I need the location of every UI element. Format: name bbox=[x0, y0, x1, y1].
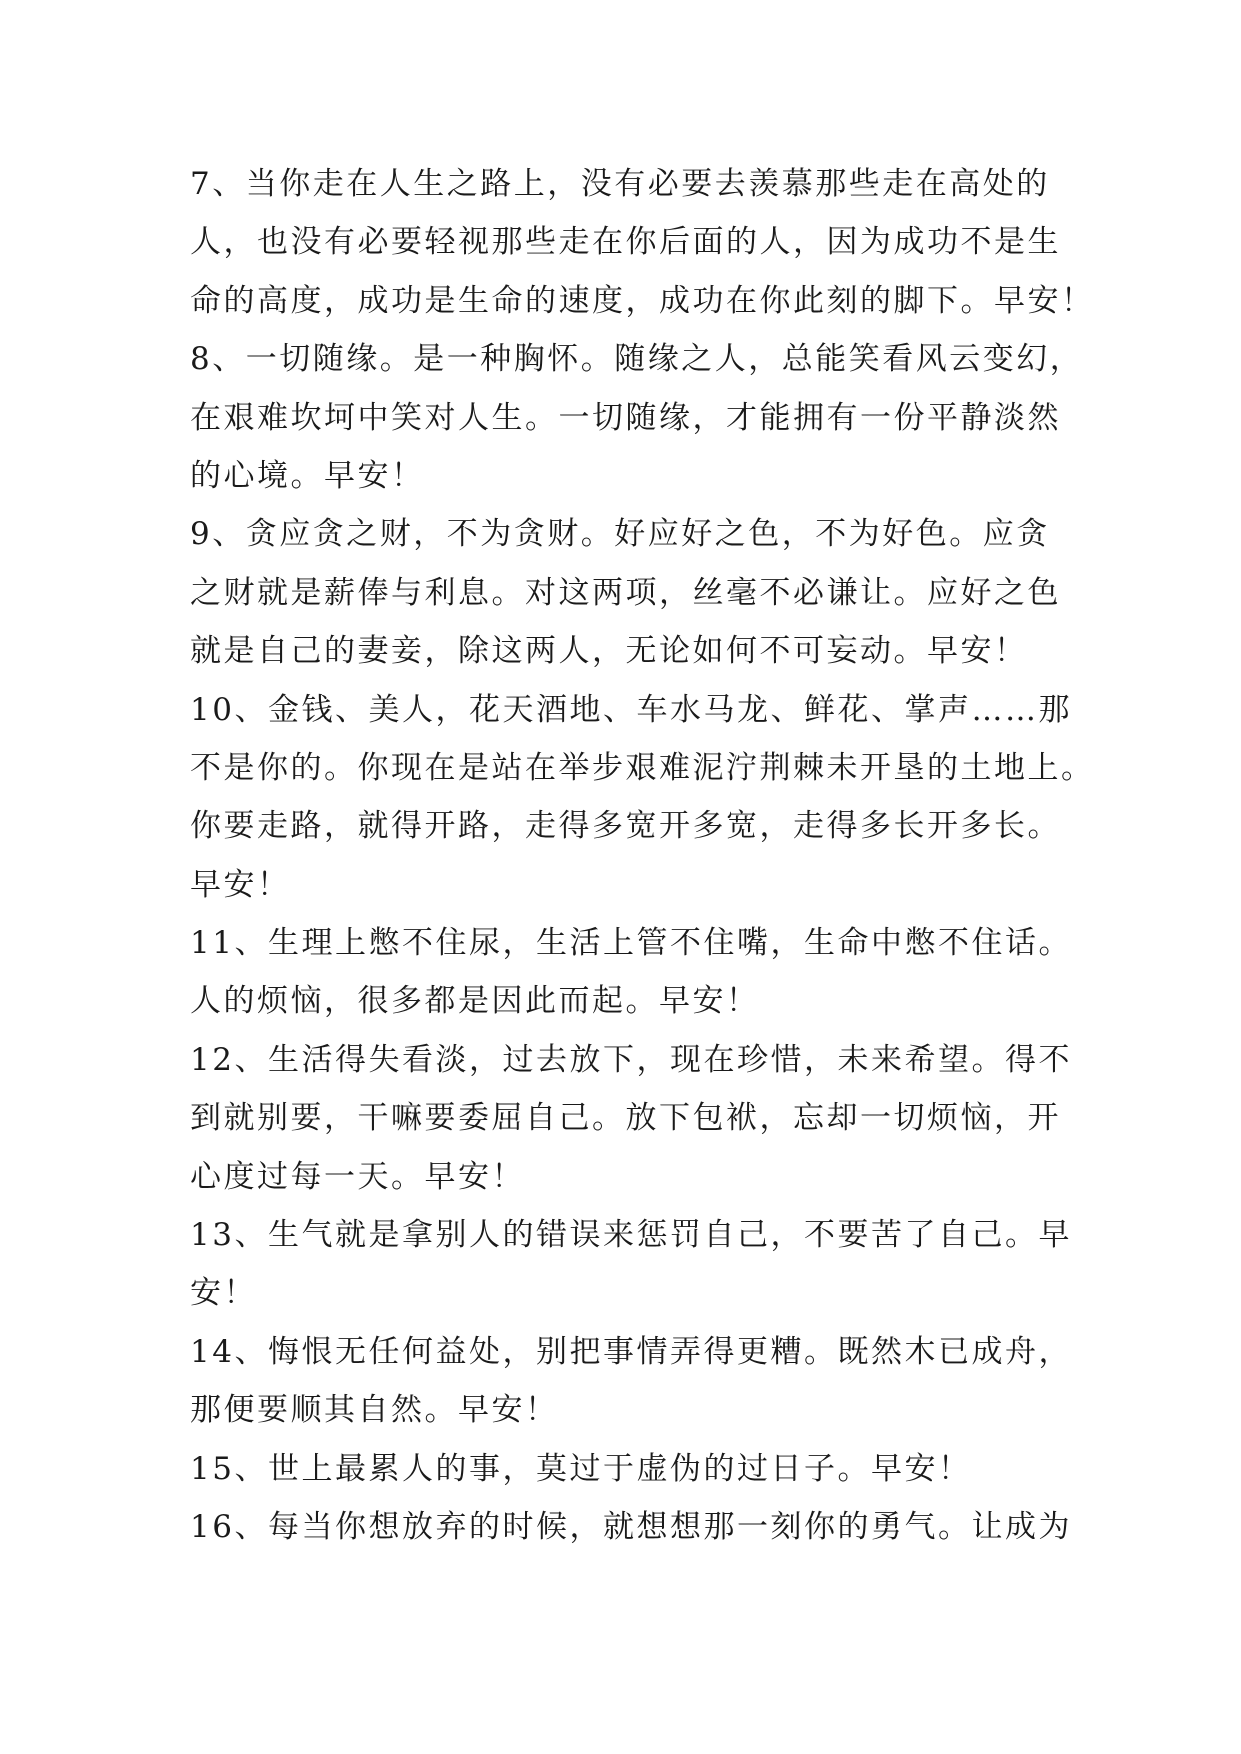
text-line: 8、一切随缘。是一种胸怀。随缘之人，总能笑看风云变幻， bbox=[190, 341, 1084, 378]
text-line: 人，也没有必要轻视那些走在你后面的人，因为成功不是生 bbox=[190, 224, 1061, 261]
text-line: 的心境。早安！ bbox=[190, 457, 425, 494]
text-line: 早安！ bbox=[190, 866, 291, 903]
text-line: 12、生活得失看淡，过去放下，现在珍惜，未来希望。得不 bbox=[190, 1041, 1072, 1078]
text-line: 你要走路，就得开路，走得多宽开多宽，走得多长开多长。 bbox=[190, 808, 1061, 845]
text-line: 就是自己的妻妾，除这两人，无论如何不可妄动。早安！ bbox=[190, 633, 1028, 670]
text-line: 11、生理上憋不住尿，生活上管不住嘴，生命中憋不住话。 bbox=[190, 925, 1072, 962]
text-line: 7、当你走在人生之路上，没有必要去羡慕那些走在高处的 bbox=[190, 166, 1050, 202]
text-line: 到就别要，干嘛要委屈自己。放下包袱，忘却一切烦恼，开 bbox=[190, 1100, 1061, 1137]
text-line: 人的烦恼，很多都是因此而起。早安！ bbox=[190, 983, 760, 1020]
text-line: 在艰难坎坷中笑对人生。一切随缘，才能拥有一份平静淡然 bbox=[190, 399, 1061, 436]
text-line: 13、生气就是拿别人的错误来惩罚自己，不要苦了自己。早 bbox=[190, 1217, 1072, 1254]
text-line: 15、世上最累人的事，莫过于虚伪的过日子。早安！ bbox=[190, 1450, 972, 1487]
document-body bbox=[190, 155, 1095, 1556]
text-line: 之财就是薪俸与利息。对这两项，丝毫不必谦让。应好之色 bbox=[190, 574, 1061, 611]
text-line: 心度过每一天。早安！ bbox=[190, 1158, 525, 1195]
text-line: 那便要顺其自然。早安！ bbox=[190, 1392, 559, 1429]
text-line: 不是你的。你现在是站在举步艰难泥泞荆棘未开垦的土地上。 bbox=[190, 749, 1095, 786]
text-line: 10、金钱、美人，花天酒地、车水马龙、鲜花、掌声……那 bbox=[190, 691, 1072, 728]
text-line: 16、每当你想放弃的时候，就想想那一刻你的勇气。让成为 bbox=[190, 1508, 1072, 1545]
text-line: 命的高度，成功是生命的速度，成功在你此刻的脚下。早安！ bbox=[190, 282, 1095, 319]
text-line: 14、悔恨无任何益处，别把事情弄得更糟。既然木已成舟， bbox=[190, 1333, 1072, 1370]
text-line: 安！ bbox=[190, 1275, 257, 1312]
text-line: 9、贪应贪之财，不为贪财。好应好之色，不为好色。应贪 bbox=[190, 516, 1050, 553]
